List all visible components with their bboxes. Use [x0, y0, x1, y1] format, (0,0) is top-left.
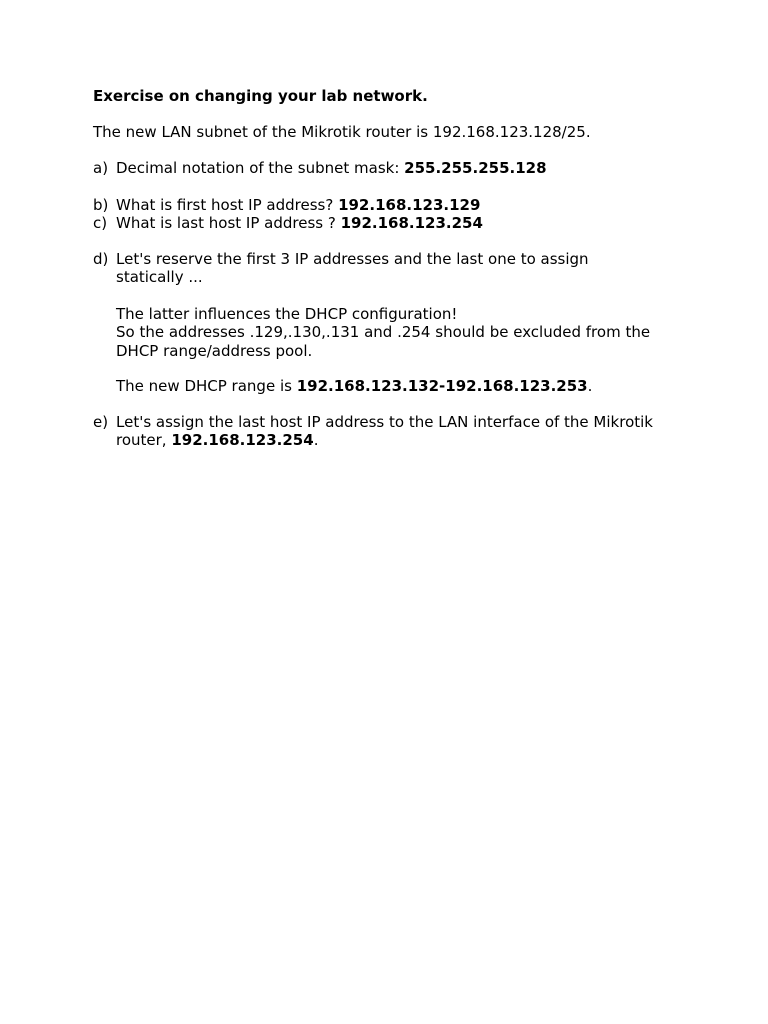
- question-line: Let's reserve the first 3 IP addresses and the last one to assign: [116, 249, 589, 268]
- spacer: [93, 142, 693, 159]
- answer-suffix: .: [313, 431, 319, 449]
- question-a: [93, 159, 693, 178]
- spacer: [93, 178, 693, 196]
- question-c: [93, 214, 693, 233]
- spacer: [93, 233, 693, 250]
- question-e: [93, 413, 693, 450]
- answer-value: 255.255.255.128: [404, 159, 547, 177]
- question-prompt: What is first host IP address?: [116, 195, 339, 214]
- question-b: [93, 196, 693, 215]
- note-line: DHCP range/address pool.: [116, 341, 313, 360]
- document-page: [93, 86, 693, 450]
- answer-value: 192.168.123.254: [340, 214, 483, 232]
- intro-paragraph: The new LAN subnet of the Mikrotik router is 192.168.123.128/25.: [93, 123, 591, 141]
- question-body: [116, 250, 693, 396]
- dhcp-range-value: 192.168.123.132-192.168.123.253: [296, 377, 588, 395]
- question-text: [116, 196, 693, 215]
- dhcp-range-line: [116, 377, 693, 396]
- answer-value: 192.168.123.254: [171, 431, 314, 449]
- spacer: [93, 106, 693, 122]
- list-marker: d): [93, 249, 109, 268]
- question-text: [116, 159, 693, 178]
- note-line: So the addresses .129,.130,.131 and .254 should be excluded from the: [116, 323, 651, 341]
- note-line: The latter influences the DHCP configuration!: [116, 304, 458, 323]
- question-line: statically ...: [116, 268, 203, 286]
- spacer: [116, 287, 693, 305]
- list-marker: b): [93, 195, 109, 214]
- list-marker: e): [93, 412, 109, 431]
- answer-value: 192.168.123.129: [338, 195, 481, 214]
- question-prompt: Decimal notation of the subnet mask:: [116, 159, 405, 177]
- question-d: [93, 250, 693, 396]
- spacer: [116, 360, 693, 377]
- question-prompt: What is last host IP address ?: [116, 214, 341, 232]
- list-marker: a): [93, 159, 109, 177]
- spacer: [93, 396, 693, 413]
- list-marker: c): [93, 214, 108, 232]
- question-line: [116, 431, 693, 450]
- question-body: [116, 413, 693, 450]
- document-title: Exercise on changing your lab network.: [93, 87, 428, 105]
- dhcp-range-prefix: The new DHCP range is: [116, 377, 297, 395]
- question-text: [116, 214, 693, 233]
- question-prompt: router,: [116, 431, 172, 449]
- question-line: Let's assign the last host IP address to the LAN interface of the Mikrotik: [116, 412, 653, 431]
- dhcp-range-suffix: .: [587, 377, 593, 395]
